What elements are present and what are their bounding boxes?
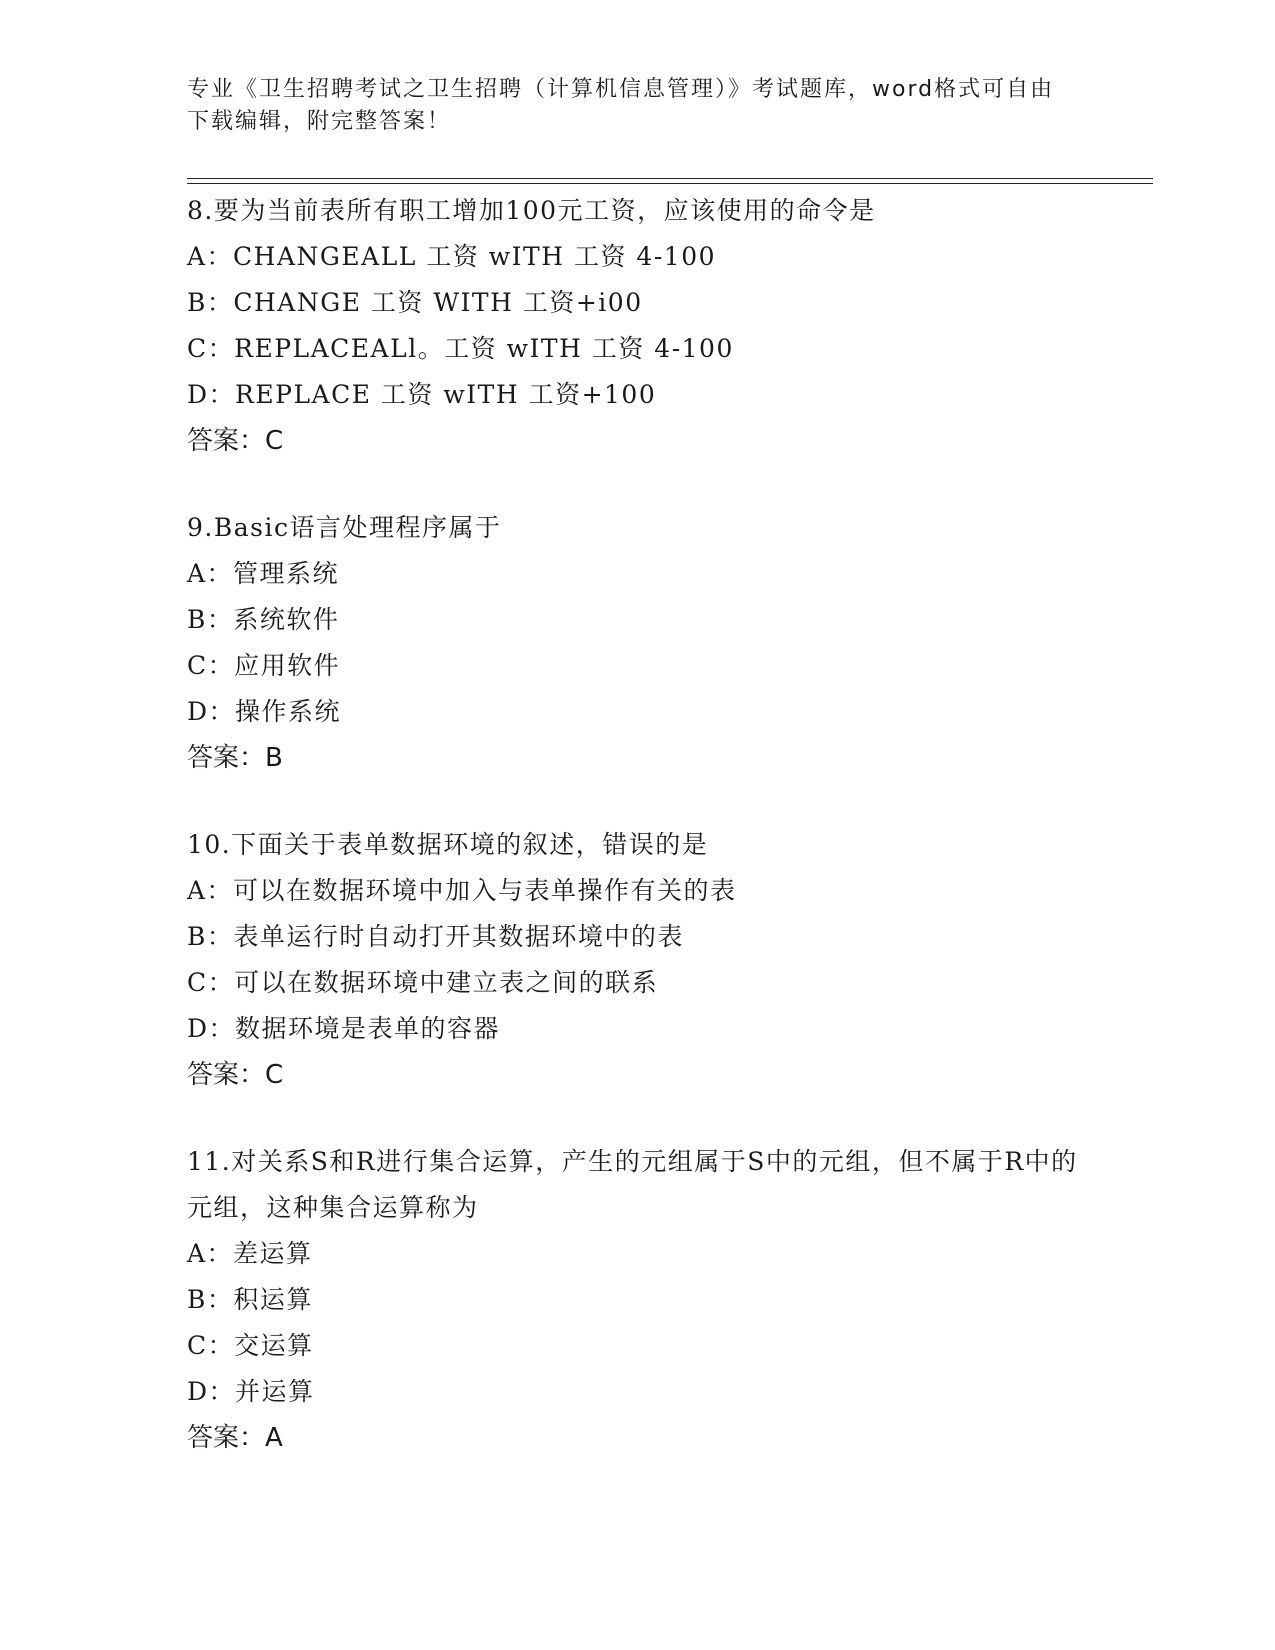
option-c: C：应用软件 — [187, 651, 341, 680]
option-c: C：可以在数据环境中建立表之间的联系 — [187, 968, 659, 997]
answer-label: 答案：A — [187, 1423, 283, 1453]
answer-label: 答案：C — [187, 1060, 284, 1090]
option-b: B：CHANGE 工资 WITH 工资+i00 — [187, 288, 643, 317]
question-10 — [187, 822, 1087, 1098]
option-d: D：并运算 — [187, 1377, 315, 1406]
question-8 — [187, 188, 1087, 464]
option-d: D：数据环境是表单的容器 — [187, 1014, 501, 1043]
question-list — [187, 188, 1087, 1502]
question-stem: 9.Basic语言处理程序属于 — [187, 513, 502, 542]
option-a: A：可以在数据环境中加入与表单操作有关的表 — [187, 876, 737, 905]
option-a: A：差运算 — [187, 1239, 313, 1268]
option-a: A：管理系统 — [187, 559, 340, 588]
option-c: C：REPLACEALl。工资 wITH 工资 4-100 — [187, 334, 734, 363]
option-b: B：系统软件 — [187, 605, 340, 634]
header-rule-top — [187, 178, 1153, 179]
option-d: D：REPLACE 工资 wITH 工资+100 — [187, 380, 657, 409]
question-9 — [187, 505, 1087, 781]
answer-label: 答案：B — [187, 743, 283, 773]
answer-label: 答案：C — [187, 426, 284, 456]
option-d: D：操作系统 — [187, 697, 342, 726]
question-11 — [187, 1139, 1087, 1461]
question-stem: 11.对关系S和R进行集合运算，产生的元组属于S中的元组，但不属于R中的元组，这种集合运算称为 — [187, 1147, 1078, 1222]
option-c: C：交运算 — [187, 1331, 314, 1360]
question-stem: 10.下面关于表单数据环境的叙述，错误的是 — [187, 830, 709, 859]
header-rule-bottom — [187, 183, 1153, 184]
document-header: 专业《卫生招聘考试之卫生招聘（计算机信息管理）》考试题库，word格式可自由下载编辑，附完整答案！ — [187, 77, 1055, 134]
option-b: B：表单运行时自动打开其数据环境中的表 — [187, 922, 684, 951]
option-a: A：CHANGEALL 工资 wITH 工资 4-100 — [187, 242, 716, 271]
question-stem: 8.要为当前表所有职工增加100元工资，应该使用的命令是 — [187, 196, 876, 225]
option-b: B：积运算 — [187, 1285, 313, 1314]
